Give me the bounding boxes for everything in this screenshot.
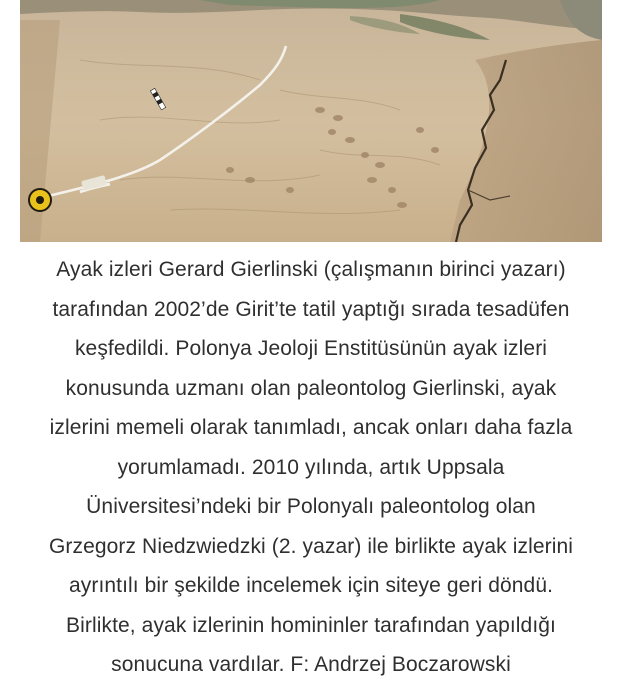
- caption-line: sonucuna vardılar. F: Andrzej Boczarowski: [111, 653, 511, 676]
- caption-line: Birlikte, ayak izlerinin homininler tarafından yapıldığı: [65, 613, 556, 637]
- footprints-photo: [20, 0, 602, 242]
- caption-line: Ayak izleri Gerard Gierlinski (çalışmanın birinci yazarı): [56, 258, 566, 281]
- photo-caption: [10, 250, 612, 685]
- caption-line: Üniversitesi’ndeki bir Polonyalı paleontolog olan: [86, 495, 536, 518]
- caption-line: izlerini memeli olarak tanımladı, ancak onları daha fazla: [49, 416, 573, 439]
- caption-line: tarafından 2002’de Girit’te tatil yaptığı sırada tesadüfen: [52, 297, 570, 321]
- fossil-footprints-photo-icon: [20, 0, 602, 242]
- caption-line: Grzegorz Niedzwiedzki (2. yazar) ile birlikte ayak izlerini: [48, 534, 574, 558]
- caption-line: konusunda uzmanı olan paleontolog Gierlinski, ayak: [65, 376, 557, 400]
- caption-line: yorumlamadı. 2010 yılında, artık Uppsala: [117, 455, 505, 479]
- caption-line: keşfedildi. Polonya Jeoloji Enstitüsünün ayak izleri: [74, 337, 548, 360]
- caption-line: ayrıntılı bir şekilde incelemek için siteye geri döndü.: [68, 574, 554, 597]
